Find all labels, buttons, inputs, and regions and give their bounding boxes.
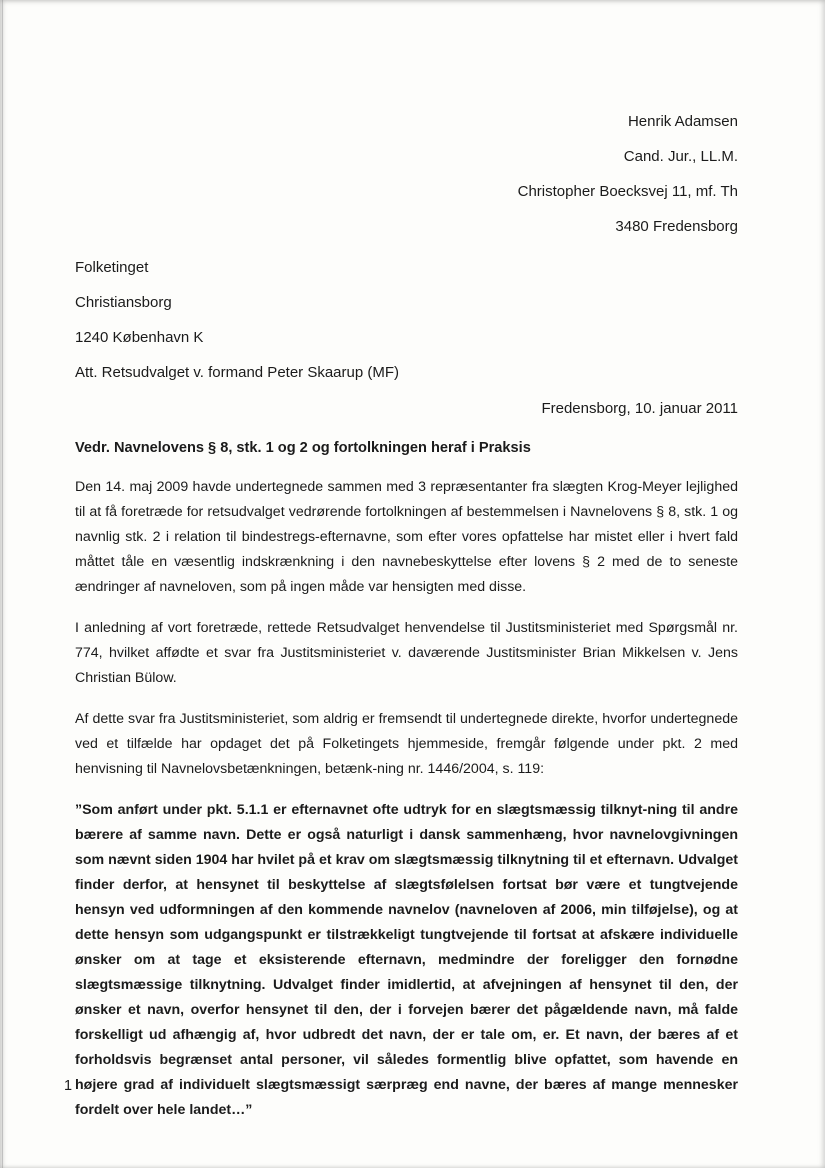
paragraph-3: Af dette svar fra Justitsministeriet, som aldrig er fremsendt til undertegnede direkte, hvorfor undertegnede ved et tilfælde har opdaget det på Folketingets hjemmeside, fremgår følgende under pkt. 2 med henvisning til Navnelovsbetænkningen, betænk-ning nr. 1446/2004, s. 119: [75, 711, 738, 777]
recipient-building: Christiansborg [75, 294, 172, 311]
sender-address-block [75, 104, 738, 244]
sender-street: Christopher Boecksvej 11, mf. Th [517, 183, 738, 200]
page-number: 1 [64, 1078, 73, 1094]
recipient-org: Folketinget [75, 259, 149, 276]
paragraph-2: I anledning af vort foretræde, rettede Retsudvalget henvendelse til Justitsministeriet med Spørgsmål nr. 774, hvilket affødte et svar fra Justitsministeriet v. daværende Justitsminister Brian Mikkelsen v. Jens Christian Bülow. [75, 620, 738, 686]
recipient-address-block [75, 250, 738, 390]
subject-line: Vedr. Navnelovens § 8, stk. 1 og 2 og fortolkningen heraf i Praksis [75, 440, 531, 456]
letter-content [75, 0, 738, 1123]
sender-name: Henrik Adamsen [627, 113, 738, 130]
sender-title: Cand. Jur., LL.M. [623, 148, 738, 165]
recipient-city: 1240 København K [75, 329, 204, 346]
paragraph-1: Den 14. maj 2009 havde undertegnede sammen med 3 repræsentanter fra slægten Krog-Meyer lejlighed til at få foretræde for retsudvalget vedrørende fortolkningen af bestemmelsen i Navnelovens § 8, stk. 1 og navnlig stk. 2 i relation til bindestregs-efternavne, som efter vores opfattelse har mistet eller i hvert fald måttet tåle en væsentlig indskrænkning i den navnebeskyttelse efter lovens § 2 med de to seneste ændringer af navneloven, som på ingen måde var hensigten med disse. [75, 479, 738, 595]
date-line: Fredensborg, 10. januar 2011 [541, 400, 738, 417]
paragraph-4-quote: ”Som anført under pkt. 5.1.1 er efternavnet ofte udtryk for en slægtsmæssig tilknyt-ning til andre bærere af samme navn. Dette er også naturligt i dansk sammenhæng, hvor navnelovgivningen som nævnt siden 1904 har hvilet på et krav om slægtsmæssig tilknytning til et efternavn. Udvalget finder derfor, at hensynet til beskyttelse af slægtsfølelsen fortsat bør være et tungtvejende hensyn ved udformningen af den kommende navnelov (navneloven af 2006, min tilføjelse), og at dette hensyn som udgangspunkt er tilstrækkeligt tungtvejende til fortsat at afskære individuelle ønsker om at tage et eksisterende efternavn, medmindre der foreligger den fornødne slægtsmæssige tilknytning. Udvalget finder imidlertid, at afvejningen af hensynet til den, der ønsker et navn, overfor hensynet til den, der i forvejen bærer det pågældende navn, må falde forskelligt ud afhængig af, hvor udbredt det navn, der er tale om, er. Et navn, der bæres af et forholdsvis begrænset antal personer, vil således formentlig blive opfattet, som havende en højere grad af individuelt slægtsmæssigt særpræg end navne, der bæres af mange mennesker fordelt over hele landet…” [75, 802, 738, 1118]
sender-city: 3480 Fredensborg [615, 218, 738, 235]
recipient-attention: Att. Retsudvalget v. formand Peter Skaarup (MF) [75, 364, 400, 381]
